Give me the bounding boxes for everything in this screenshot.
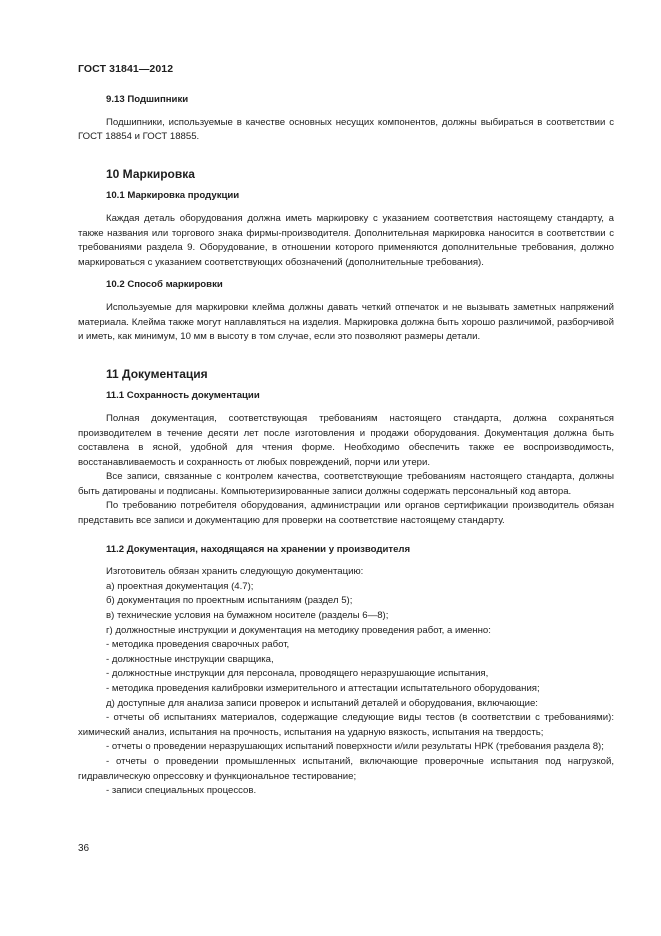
list-item: - отчеты о проведении неразрушающих испытаний поверхности и/или результаты НРК (требования раздела 8); xyxy=(106,741,604,753)
list-item: - методика проведения сварочных работ, xyxy=(106,639,290,651)
section-9-13-heading: 9.13 Подшипники xyxy=(106,94,189,105)
list-item: в) технические условия на бумажном носителе (разделы 6—8); xyxy=(106,610,389,622)
section-11-2-heading: 11.2 Документация, находящаяся на хранении у производителя xyxy=(106,543,411,555)
list-item: а) проектная документация (4.7); xyxy=(106,580,254,592)
section-11-1-heading: 11.1 Сохранность документации xyxy=(106,390,260,402)
page-number: 36 xyxy=(78,843,90,854)
section-11-1-paragraph-1: Полная документация, соответствующая требованиям настоящего стандарта, должна сохраняться производителем в течение десяти лет после изготовления и продажи оборудования. Документация должна быть составлена в ясной, удобной для чтения форме. Необходимо обеспечить также ее воспроизводимость, восстанавливаемость и сохранность от любых повреждений, порчи или утери. xyxy=(78,412,614,468)
list-item: - методика проведения калибровки измерительного и аттестации испытательного оборудования; xyxy=(106,683,540,694)
list-item: - отчеты об испытаниях материалов, содержащие следующие виды тестов (в соответствии с требованиями): химический анализ, испытания на прочность, испытания на ударную вязкость, испытания на твердость; xyxy=(78,712,614,738)
section-11-1-paragraph-3: По требованию потребителя оборудования, администрации или органов сертификации производитель обязан представить все записи и документацию для проверки на соответствие настоящему стандарту. xyxy=(78,500,614,527)
section-10-2-paragraph: Используемые для маркировки клейма должны давать четкий отпечаток и не вызывать заметных напряжений материала. Клейма также могут наплавляться на изделия. Маркировка должна быть хорошо различимой, разборчивой и иметь, как минимум, 10 мм в высоту в том случае, если это позволяют размеры детали. xyxy=(78,301,614,343)
list-item: г) должностные инструкции и документация на методику проведения работ, а именно: xyxy=(106,624,491,636)
document-code: ГОСТ 31841—2012 xyxy=(78,63,174,75)
section-10-1-paragraph: Каждая деталь оборудования должна иметь маркировку с указанием соответствия настоящему стандарту, а также названия или торгового знака фирмы-производителя. Дополнительная маркировка наносится в соответствии с требованиями раздела 9. Оборудование, в отношении которого применяются дополнительные требования, должно маркироваться с указанием соответствующих обозначений (дополнительные требования). xyxy=(78,212,614,268)
section-10-heading: 10 Маркировка xyxy=(106,166,195,181)
section-10-1-heading: 10.1 Маркировка продукции xyxy=(106,190,240,202)
section-11-1-paragraph-2: Все записи, связанные с контролем качества, соответствующие требованиям настоящего стандарта, должны быть датированы и подписаны. Компьютеризированные записи должны содержать персональный код автора. xyxy=(78,471,614,497)
list-item: - должностные инструкции для персонала, проводящего неразрушающие испытания, xyxy=(106,668,489,680)
list-item: - должностные инструкции сварщика, xyxy=(106,653,274,665)
documentation-list xyxy=(78,580,614,799)
list-item: - отчеты о проведении промышленных испытаний, включающие проверочные испытания под нагрузкой, гидравлическую опрессовку и функциональное тестирование; xyxy=(78,755,614,782)
section-10-2-heading: 10.2 Способ маркировки xyxy=(106,279,223,291)
section-9-13-paragraph: Подшипники, используемые в качестве основных несущих компонентов, должны выбираться в соответствии с ГОСТ 18854 и ГОСТ 18855. xyxy=(78,116,614,143)
list-item: - записи специальных процессов. xyxy=(106,785,257,797)
section-11-heading: 11 Документация xyxy=(106,366,208,381)
list-item: б) документация по проектным испытаниям (раздел 5); xyxy=(106,595,353,607)
section-11-2-intro: Изготовитель обязан хранить следующую документацию: xyxy=(106,566,364,578)
list-item: д) доступные для анализа записи проверок и испытаний деталей и оборудования, включающие: xyxy=(106,697,538,709)
page-content xyxy=(78,93,614,799)
